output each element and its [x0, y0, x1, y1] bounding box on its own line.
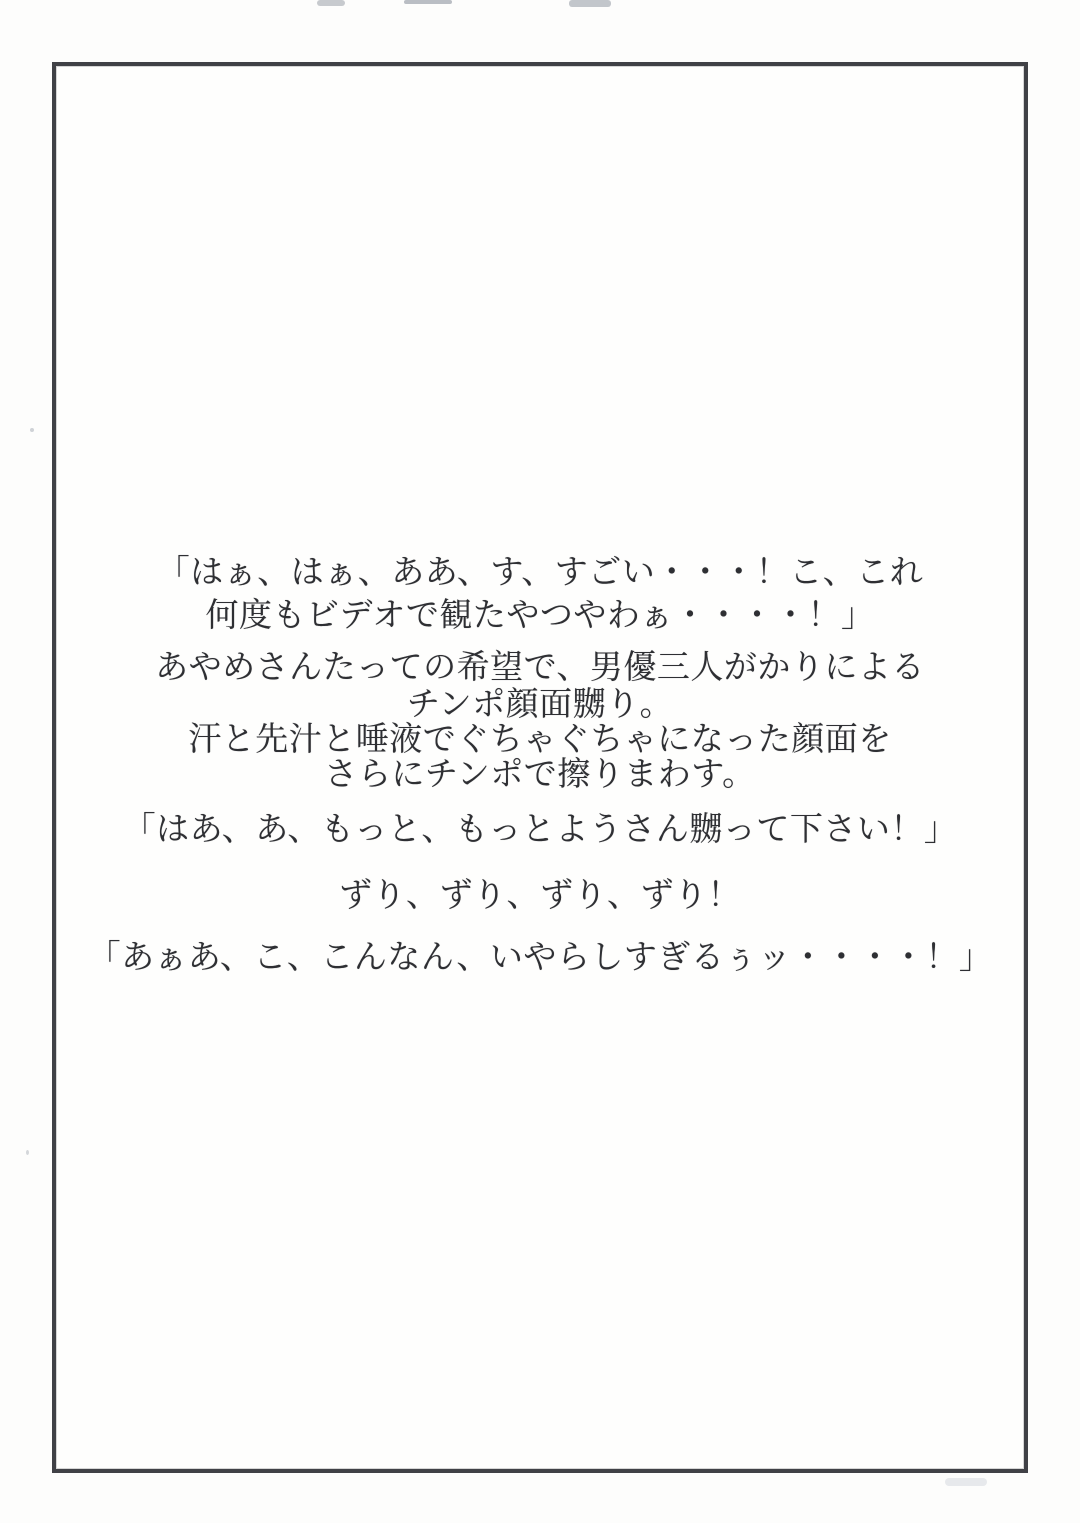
text-line: 何度もビデオで観たやつやわぁ・・・・！」	[205, 595, 875, 634]
scan-artifact-speck	[26, 1150, 29, 1155]
text-line: ずり、ずり、ずり、ずり！	[339, 875, 741, 914]
scan-artifact-top	[404, 0, 452, 4]
text-line: 「あぁあ、こ、こんなん、いやらしすぎるぅッ・・・・！」	[87, 937, 993, 976]
scan-artifact-smudge	[945, 1478, 987, 1486]
text-line: 「はぁ、はぁ、ああ、す、すごい・・・！こ、これ	[156, 552, 924, 591]
scan-artifact-top	[569, 0, 611, 7]
scan-artifact-speck	[30, 428, 34, 432]
text-line: 汗と先汁と唾液でぐちゃぐちゃになった顔面を	[188, 719, 892, 758]
text-line: あやめさんたっての希望で、男優三人がかりによる	[155, 647, 925, 686]
text-line: 「はあ、あ、もっと、もっとようさん嬲って下さい！」	[122, 809, 958, 848]
scan-artifact-top	[317, 0, 345, 6]
text-line: チンポ顔面嬲り。	[406, 684, 674, 723]
text-line: さらにチンポで擦りまわす。	[324, 754, 756, 793]
